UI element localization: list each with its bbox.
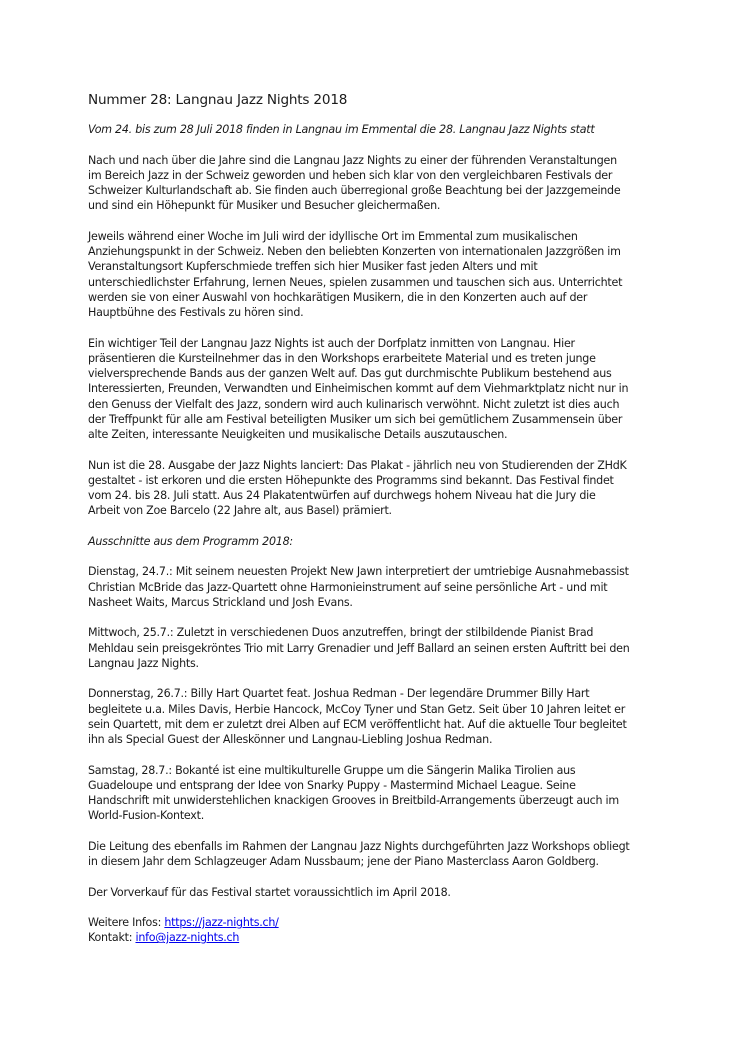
- paragraph-line: begleitete u.a. Miles Davis, Herbie Hancock, McCoy Tyner und Stan Getz. Seit über 10 Jahren leitet er: [88, 702, 626, 716]
- contact-label: Kontakt:: [88, 931, 136, 945]
- paragraph: [88, 229, 708, 321]
- paragraph-line: in diesem Jahr dem Schlagzeuger Adam Nussbaum; jene der Piano Masterclass Aaron Goldberg.: [88, 855, 599, 868]
- paragraph-line: Samstag, 28.7.: Bokanté ist eine multikulturelle Gruppe um die Sängerin Malika Tirolien aus: [88, 763, 576, 777]
- document-title: Nummer 28: Langnau Jazz Nights 2018: [88, 92, 348, 108]
- paragraph-line: ihn als Special Guest der Alleskönner und Langnau-Liebling Joshua Redman.: [88, 733, 493, 746]
- paragraph-line: alte Zeiten, interessante Neuigkeiten und musikalische Details auszutauschen.: [88, 428, 508, 441]
- italic-paragraph: [88, 122, 708, 137]
- paragraph-line: Die Leitung des ebenfalls im Rahmen der Langnau Jazz Nights durchgeführten Jazz Workshops obliegt: [88, 839, 630, 853]
- paragraph-line: Dienstag, 24.7.: Mit seinem neuesten Projekt New Jawn interpretiert der umtriebige Ausnahmebassist: [88, 565, 629, 579]
- document-body: [88, 122, 708, 900]
- paragraph-line: und sind ein Höhepunkt für Musiker und Besucher gleichermaßen.: [88, 199, 441, 213]
- paragraph: [88, 885, 708, 900]
- paragraph-line: Mittwoch, 25.7.: Zuletzt in verschiedenen Duos anzutreffen, bringt der stilbildende Pianist Brad: [88, 626, 594, 640]
- paragraph-line: vielversprechende Bands aus der ganzen Welt auf. Das gut durchmischte Publikum bestehend aus: [88, 367, 612, 380]
- paragraph-line: Anziehungspunkt in der Schweiz. Neben den beliebten Konzerten von internationalen Jazzgrößen im: [88, 245, 621, 258]
- paragraph-line: sein Quartett, mit dem er zuletzt drei Alben auf ECM veröffentlicht hat. Auf die aktuelle Tour begleitet: [88, 717, 627, 731]
- paragraph-line: Guadeloupe und entsprang der Idee von Snarky Puppy - Mastermind Michael League. Seine: [88, 778, 576, 792]
- paragraph-line: Vom 24. bis zum 28 Juli 2018 finden in Langnau im Emmental die 28. Langnau Jazz Nights statt: [88, 123, 595, 136]
- paragraph: [88, 686, 708, 747]
- paragraph-line: unterschiedlichster Erfahrung, lernen Neues, spielen zusammen und tauschen sich aus. Unterrichtet: [88, 275, 623, 289]
- paragraph-line: Nasheet Waits, Marcus Strickland und Josh Evans.: [88, 595, 353, 609]
- website-link[interactable]: https://jazz-nights.ch/: [164, 916, 279, 929]
- paragraph-line: den Genuss der Vielfalt des Jazz, sondern wird auch kulinarisch verwöhnt. Nicht zuletzt ist dies auch: [88, 397, 620, 411]
- paragraph: [88, 625, 708, 671]
- paragraph-line: Langnau Jazz Nights.: [88, 656, 199, 670]
- paragraph-line: der Treffpunkt für alle am Festival beteiligten Musiker um sich bei gemütlichem Zusammensein über: [88, 412, 623, 426]
- paragraph-line: Christian McBride das Jazz-Quartett ohne Harmonieinstrument auf seine persönliche Art - und mit: [88, 580, 608, 594]
- paragraph-line: Donnerstag, 26.7.: Billy Hart Quartet feat. Joshua Redman - Der legendäre Drummer Billy Hart: [88, 687, 590, 701]
- paragraph-line: Veranstaltungsort Kupferschmiede treffen sich hier Musiker fast jeden Alters und mit: [88, 260, 538, 274]
- paragraph: [88, 564, 708, 610]
- paragraph-line: Nun ist die 28. Ausgabe der Jazz Nights lanciert: Das Plakat - jährlich neu von Studierenden der ZHdK: [88, 458, 627, 472]
- contact-line: [88, 930, 708, 945]
- document-page: [88, 92, 708, 946]
- paragraph: [88, 153, 708, 214]
- more-info-line: [88, 915, 708, 930]
- paragraph-line: werden sie von einer Auswahl von hochkarätigen Musikern, die in den Konzerten auch auf der: [88, 290, 588, 304]
- paragraph-line: Interessierten, Freunden, Verwandten und Einheimischen kommt auf dem Viehmarktplatz nicht nur in: [88, 382, 629, 396]
- paragraph-line: Nach und nach über die Jahre sind die Langnau Jazz Nights zu einer der führenden Veranstaltungen: [88, 153, 617, 167]
- paragraph-line: Jeweils während einer Woche im Juli wird der idyllische Ort im Emmental zum musikalischen: [88, 229, 578, 243]
- email-link[interactable]: info@jazz-nights.ch: [135, 931, 240, 945]
- paragraph-line: gestaltet - ist erkoren und die ersten Höhepunkte des Programms sind bekannt. Das Festival findet: [88, 473, 614, 487]
- paragraph: [88, 839, 708, 870]
- italic-paragraph: [88, 534, 708, 549]
- paragraph-line: World-Fusion-Kontext.: [88, 809, 204, 823]
- paragraph-line: Ausschnitte aus dem Programm 2018:: [88, 534, 293, 548]
- paragraph-line: Mehldau sein preisgekröntes Trio mit Larry Grenadier und Jeff Ballard an seinen ersten Auftritt bei den: [88, 641, 630, 655]
- paragraph-line: Der Vorverkauf für das Festival startet voraussichtlich im April 2018.: [88, 885, 451, 899]
- paragraph: [88, 336, 708, 443]
- paragraph-line: Schweizer Kulturlandschaft ab. Sie finden auch überregional große Beachtung bei der Jazzgemeinde: [88, 184, 621, 197]
- paragraph-line: vom 24. bis 28. Juli statt. Aus 24 Plakatentwürfen auf durchwegs hohem Niveau hat die Jury die: [88, 489, 596, 502]
- paragraph-line: Arbeit von Zoe Barcelo (22 Jahre alt, aus Basel) prämiert.: [88, 504, 392, 518]
- paragraph-line: Hauptbühne des Festivals zu hören sind.: [88, 306, 304, 319]
- paragraph-line: Handschrift mit unwiderstehlichen knackigen Grooves in Breitbild-Arrangements überzeugt auch im: [88, 794, 619, 807]
- paragraph-line: Ein wichtiger Teil der Langnau Jazz Nights ist auch der Dorfplatz inmitten von Langnau. Hier: [88, 336, 575, 350]
- more-info-label: Weitere Infos:: [88, 916, 165, 929]
- paragraph: [88, 458, 708, 519]
- paragraph-line: im Bereich Jazz in der Schweiz geworden und heben sich klar von den vergleichbaren Festivals der: [88, 168, 613, 182]
- paragraph: [88, 763, 708, 824]
- contact-block: [88, 915, 708, 946]
- paragraph-line: präsentieren die Kursteilnehmer das in den Workshops erarbeitete Material und es treten junge: [88, 351, 596, 365]
